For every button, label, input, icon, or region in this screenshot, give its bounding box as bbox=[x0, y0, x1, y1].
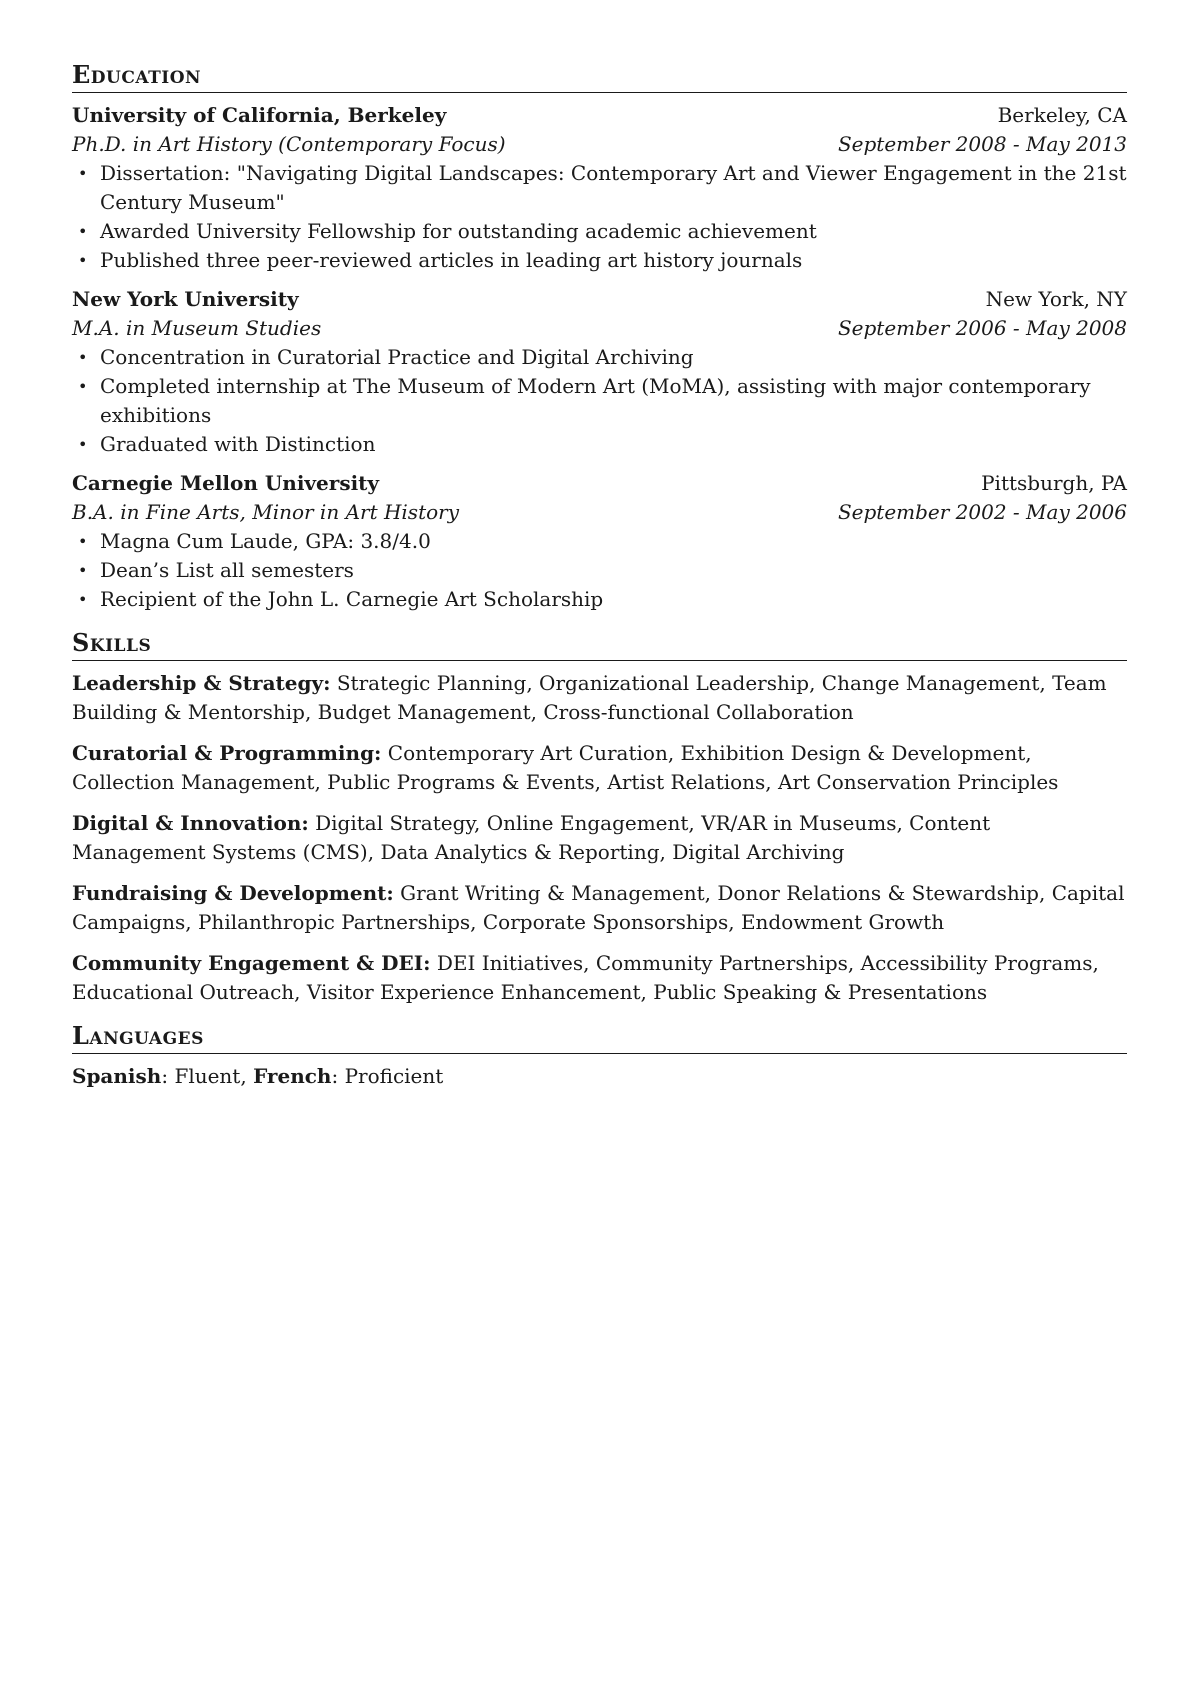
education-entry-nyu bbox=[72, 285, 1127, 459]
education-entry-berkeley bbox=[72, 101, 1127, 275]
degree: M.A. in Museum Studies bbox=[72, 316, 322, 340]
list-item: • Graduated with Distinction bbox=[100, 430, 1127, 459]
degree: Ph.D. in Art History (Contemporary Focus) bbox=[72, 132, 506, 156]
list-item: • Awarded University Fellowship for outstanding academic achievement bbox=[100, 217, 1127, 246]
education-heading: Education bbox=[72, 60, 1127, 93]
bullet-list bbox=[72, 159, 1127, 275]
degree: B.A. in Fine Arts, Minor in Art History bbox=[72, 500, 460, 524]
skills-heading: Skills bbox=[72, 628, 1127, 661]
resume-page bbox=[72, 60, 1127, 1105]
skill-text: Digital Strategy, Online Engagement, VR/AR in Museums, Content Management Systems (CMS), Data Analytics & Reporting, Digital Archiving bbox=[72, 811, 991, 864]
school-name: Carnegie Mellon University bbox=[72, 471, 380, 495]
skill-label: Curatorial & Programming: bbox=[72, 741, 382, 765]
list-item: • Magna Cum Laude, GPA: 3.8/4.0 bbox=[100, 527, 1127, 556]
skill-text: Strategic Planning, Organizational Leadership, Change Management, Team Building & Mentorship, Budget Management, Cross-functional Collaboration bbox=[72, 671, 1107, 724]
skill-text: Grant Writing & Management, Donor Relations & Stewardship, Capital Campaigns, Philanthropic Partnerships, Corporate Sponsorships, Endowment Growth bbox=[72, 881, 1125, 934]
school-name: New York University bbox=[72, 287, 299, 311]
list-item: • Published three peer-reviewed articles in leading art history journals bbox=[100, 246, 1127, 275]
skill-item bbox=[72, 809, 1127, 867]
school-name: University of California, Berkeley bbox=[72, 103, 447, 127]
education-section bbox=[72, 60, 1127, 614]
school-location: Berkeley, CA bbox=[997, 103, 1127, 127]
skill-item bbox=[72, 669, 1127, 727]
languages-heading: Languages bbox=[72, 1021, 1127, 1054]
skill-item bbox=[72, 949, 1127, 1007]
skill-label: Digital & Innovation: bbox=[72, 811, 309, 835]
skill-text: DEI Initiatives, Community Partnerships, Accessibility Programs, Educational Outreach, Visitor Experience Enhancement, Public Speaking & Presentations bbox=[72, 951, 1099, 1004]
dates: September 2008 - May 2013 bbox=[837, 132, 1127, 156]
school-location: Pittsburgh, PA bbox=[981, 471, 1127, 495]
list-item: • Dissertation: "Navigating Digital Landscapes: Contemporary Art and Viewer Engagement in the 21st Century Museum" bbox=[100, 159, 1127, 217]
skill-label: Leadership & Strategy: bbox=[72, 671, 331, 695]
languages-section bbox=[72, 1021, 1127, 1091]
language-level: Proficient bbox=[344, 1064, 444, 1088]
school-location: New York, NY bbox=[985, 287, 1127, 311]
list-item: • Completed internship at The Museum of Modern Art (MoMA), assisting with major contemporary exhibitions bbox=[100, 372, 1127, 430]
language-name: French bbox=[253, 1064, 332, 1088]
skill-item bbox=[72, 739, 1127, 797]
bullet-list bbox=[72, 527, 1127, 614]
bullet-list bbox=[72, 343, 1127, 459]
dates: September 2006 - May 2008 bbox=[837, 316, 1127, 340]
list-item: • Dean’s List all semesters bbox=[100, 556, 1127, 585]
skill-label: Fundraising & Development: bbox=[72, 881, 394, 905]
skills-section bbox=[72, 628, 1127, 1007]
list-item: • Recipient of the John L. Carnegie Art Scholarship bbox=[100, 585, 1127, 614]
skill-text: Contemporary Art Curation, Exhibition Design & Development, Collection Management, Public Programs & Events, Artist Relations, Art Conservation Principles bbox=[72, 741, 1059, 794]
languages-line: Spanish: Fluent, French: Proficient bbox=[72, 1064, 444, 1088]
language-level: Fluent bbox=[174, 1064, 241, 1088]
skill-item bbox=[72, 879, 1127, 937]
language-name: Spanish bbox=[72, 1064, 162, 1088]
skill-label: Community Engagement & DEI: bbox=[72, 951, 431, 975]
dates: September 2002 - May 2006 bbox=[837, 500, 1127, 524]
education-entry-cmu bbox=[72, 469, 1127, 614]
list-item: • Concentration in Curatorial Practice and Digital Archiving bbox=[100, 343, 1127, 372]
